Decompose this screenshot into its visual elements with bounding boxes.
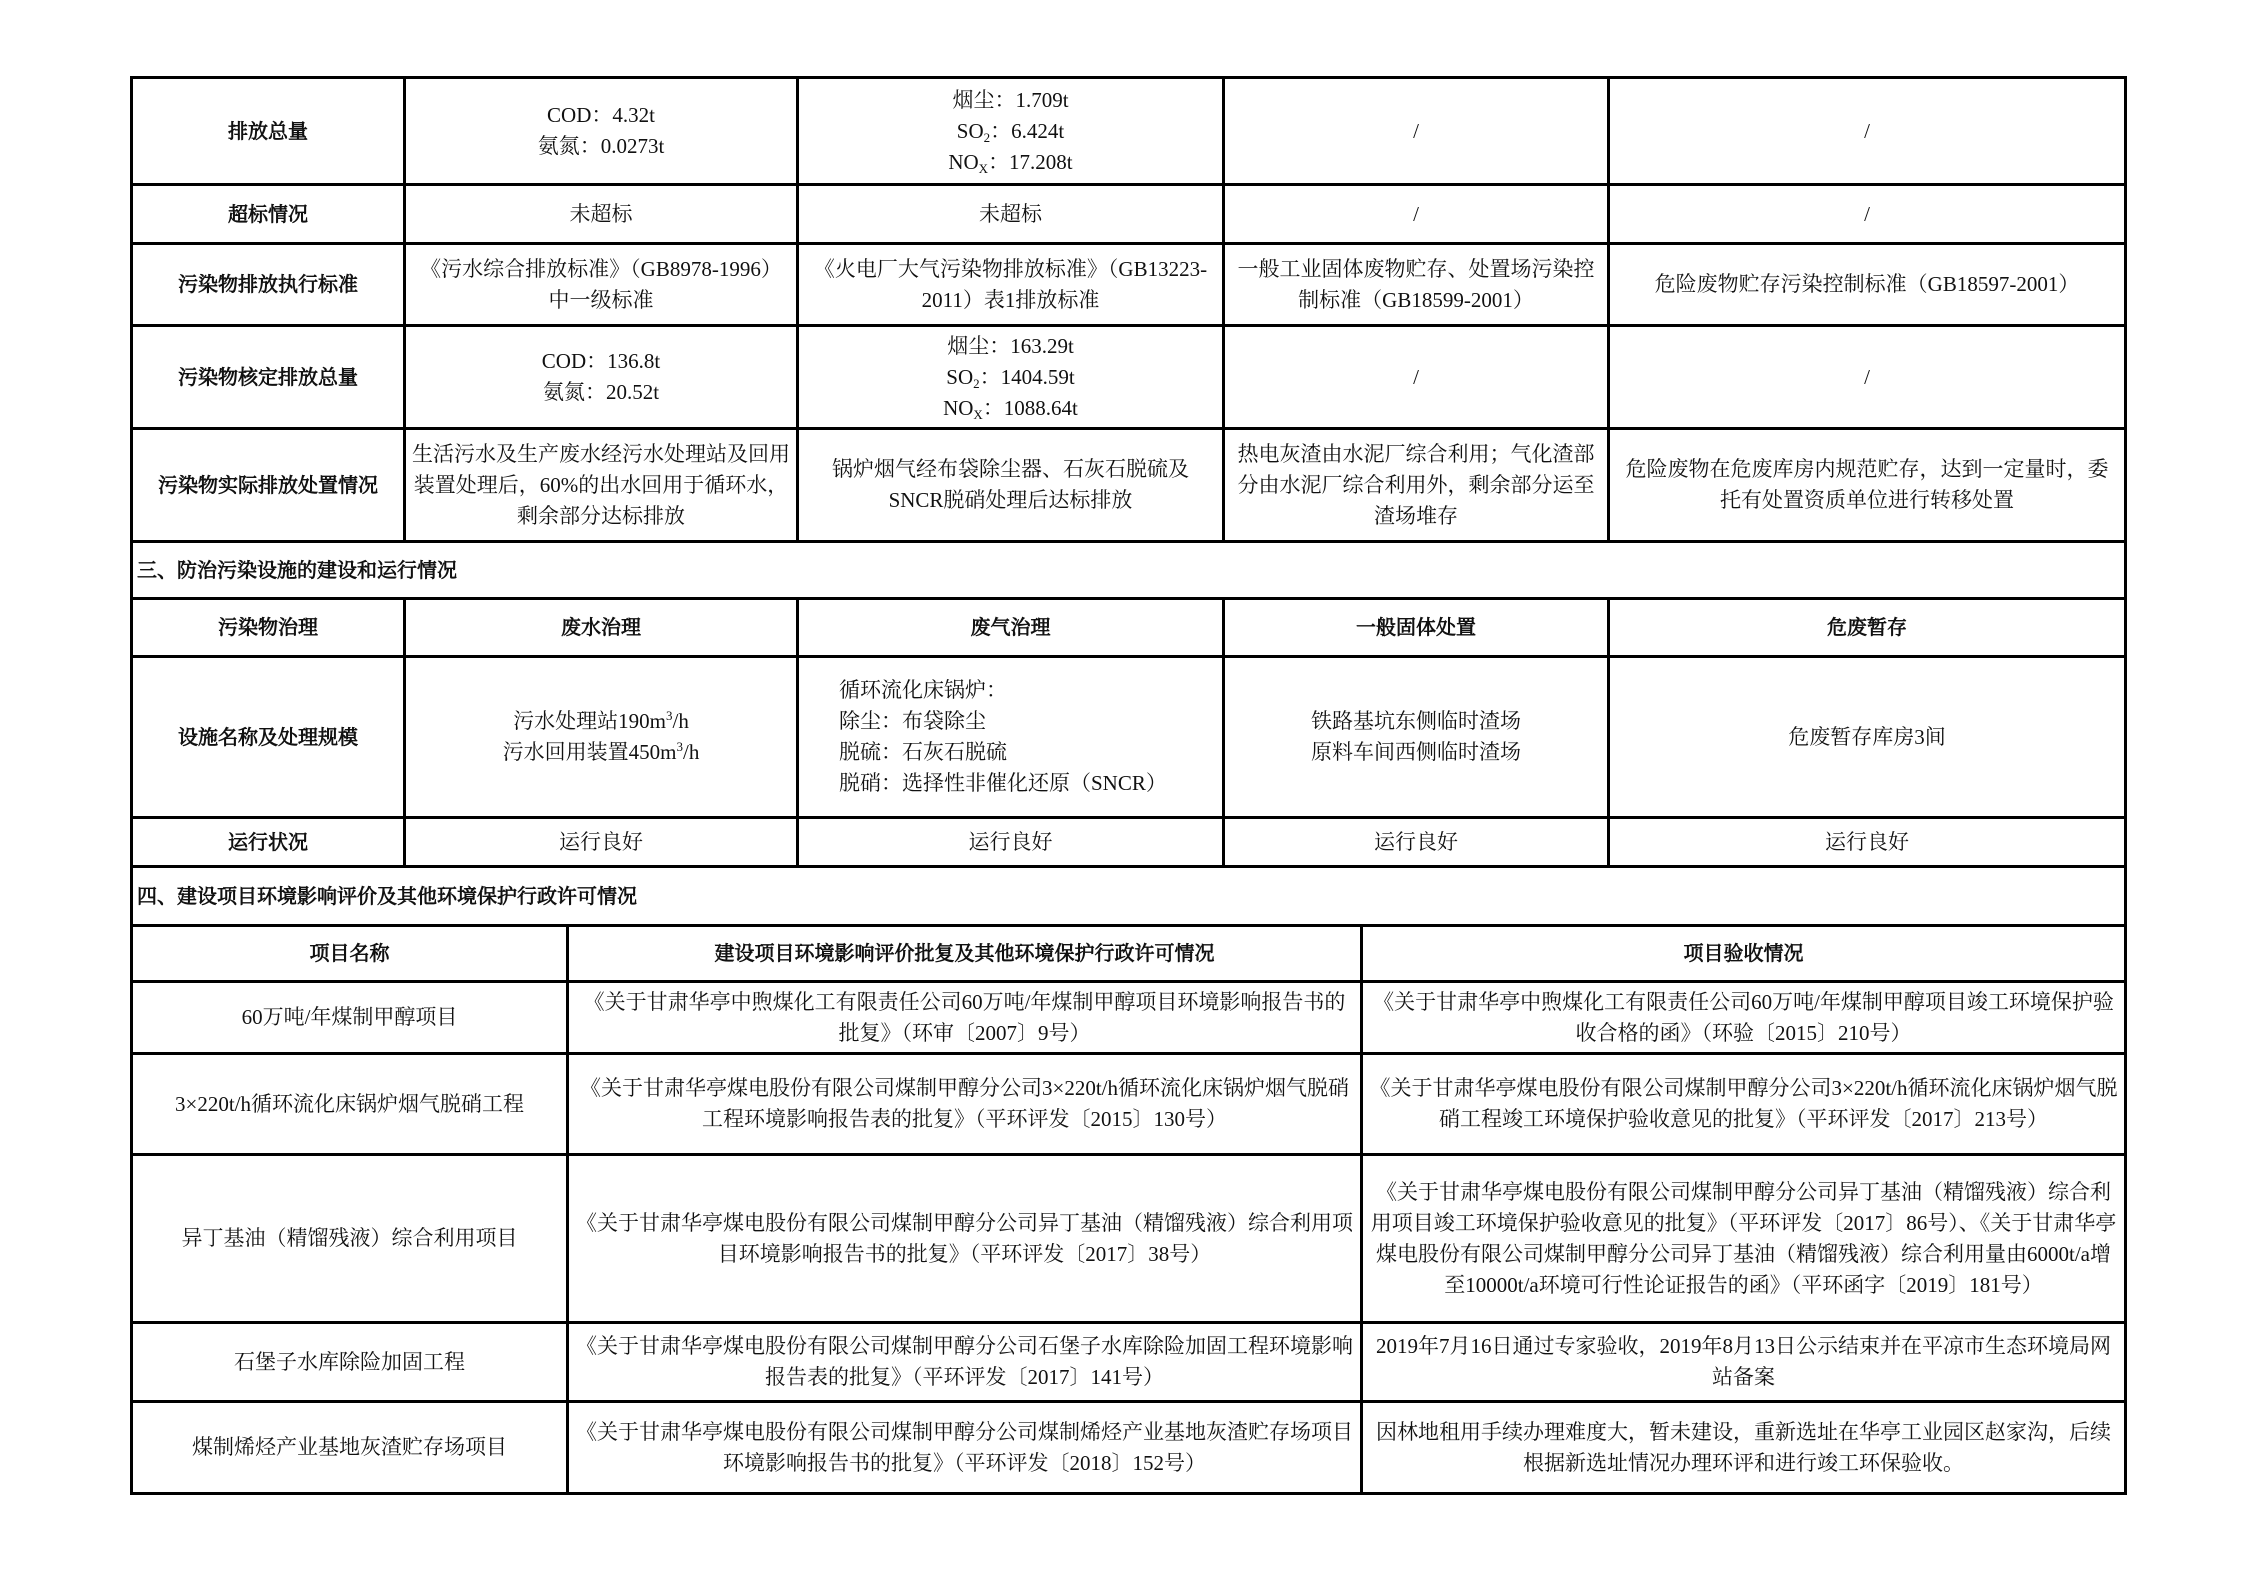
cell-text: 异丁基油（精馏残液）综合利用项目 bbox=[181, 1226, 518, 1250]
cell-text: 危险废物贮存污染控制标准（GB18597-2001） bbox=[1654, 272, 2080, 296]
cell-gas bbox=[798, 78, 1224, 185]
table-row bbox=[132, 185, 2126, 244]
superscript: 3 bbox=[666, 708, 673, 723]
table-row bbox=[132, 1054, 2126, 1155]
cell-text: 一般工业固体废物贮存、处置场污染控制标准（GB18599-2001） bbox=[1237, 256, 1595, 312]
cell-text: 《关于甘肃华亭煤电股份有限公司煤制甲醇分公司石堡子水库除险加固工程环境影响报告表的批复》（平环评发〔2017〕141号） bbox=[576, 1334, 1353, 1389]
cell-solid bbox=[1224, 429, 1609, 542]
cell-solid bbox=[1224, 326, 1609, 429]
table-row bbox=[132, 326, 2126, 429]
pollution-table bbox=[130, 76, 2127, 927]
cell-text: 石堡子水库除险加固工程 bbox=[234, 1349, 465, 1374]
eia-approval bbox=[568, 1155, 1362, 1323]
cell-text: 《关于甘肃华亭煤电股份有限公司煤制甲醇分公司3×220t/h循环流化床锅炉烟气脱硝工程环境影响报告表的批复》（平环评发〔2015〕130号） bbox=[579, 1076, 1349, 1131]
text-part: 污水处理站190m bbox=[513, 709, 666, 733]
value-line bbox=[805, 331, 1216, 362]
status-cell bbox=[405, 818, 798, 867]
project-name bbox=[132, 1402, 568, 1494]
cell-text: 氨氮：0.0273t bbox=[537, 134, 665, 158]
section-3-title bbox=[132, 542, 2126, 599]
cell-gas bbox=[798, 326, 1224, 429]
cell-text: 《火电厂大气污染物排放标准》（GB13223-2011）表1排放标准 bbox=[813, 256, 1208, 312]
cell-text: 《污水综合排放标准》（GB8978-1996）中一级标准 bbox=[420, 256, 782, 312]
text-part: SO bbox=[956, 118, 984, 143]
value-line bbox=[805, 393, 1216, 424]
cell-text: 建设项目环境影响评价批复及其他环境保护行政许可情况 bbox=[714, 941, 1215, 965]
value-line bbox=[412, 706, 790, 737]
eia-approval bbox=[568, 982, 1362, 1054]
row-label bbox=[132, 78, 405, 185]
cell-text: 除尘：布袋除尘 bbox=[839, 709, 986, 733]
table-row bbox=[132, 982, 2126, 1054]
cell-text: 运行状况 bbox=[228, 829, 308, 854]
cell-water bbox=[405, 185, 798, 244]
cell-water bbox=[405, 657, 798, 818]
acceptance bbox=[1362, 1054, 2126, 1155]
acceptance bbox=[1362, 982, 2126, 1054]
column-header bbox=[798, 599, 1224, 657]
status-cell bbox=[798, 818, 1224, 867]
value-line bbox=[412, 737, 790, 768]
header-row bbox=[132, 599, 2126, 657]
subscript: X bbox=[973, 406, 983, 422]
value-line bbox=[805, 116, 1216, 147]
table-row bbox=[132, 1323, 2126, 1402]
section-row bbox=[132, 542, 2126, 599]
cell-solid bbox=[1224, 185, 1609, 244]
cell-water bbox=[405, 244, 798, 326]
row-label bbox=[132, 429, 405, 542]
cell-text: 危废暂存 bbox=[1827, 615, 1907, 639]
cell-text: 未超标 bbox=[569, 201, 633, 226]
cell-text: 《关于甘肃华亭煤电股份有限公司煤制甲醇分公司煤制烯烃产业基地灰渣贮存场项目环境影响报告书的批复》（平环评发〔2018〕152号） bbox=[576, 1419, 1353, 1475]
row-label-text: 污染物排放执行标准 bbox=[178, 272, 358, 296]
cell-hazard bbox=[1609, 657, 2126, 818]
project-name bbox=[132, 1054, 568, 1155]
cell-text: 危险废物在危废库房内规范贮存，达到一定量时，委托有处置资质单位进行转移处置 bbox=[1625, 457, 2109, 512]
column-header bbox=[1224, 599, 1609, 657]
column-header bbox=[1362, 926, 2126, 982]
table-row bbox=[132, 1155, 2126, 1323]
cell-text: / bbox=[1413, 118, 1419, 143]
subscript: 2 bbox=[983, 129, 991, 145]
cell-text: 2019年7月16日通过专家验收，2019年8月13日公示结束并在平凉市生态环境局网站备案 bbox=[1376, 1334, 2111, 1389]
row-label-text: 超标情况 bbox=[228, 201, 308, 226]
acceptance bbox=[1362, 1323, 2126, 1402]
section-4-title bbox=[132, 867, 2126, 926]
cell-text: 危废暂存库房3间 bbox=[1788, 724, 1946, 749]
cell-hazard bbox=[1609, 244, 2126, 326]
table-row bbox=[132, 429, 2126, 542]
cell-text: / bbox=[1864, 118, 1870, 143]
cell-text: 煤制烯烃产业基地灰渣贮存场项目 bbox=[192, 1435, 507, 1459]
subscript: X bbox=[978, 160, 989, 176]
cell-text: 一般固体处置 bbox=[1356, 615, 1476, 639]
cell-text: COD：4.32t bbox=[547, 103, 655, 127]
cell-water bbox=[405, 326, 798, 429]
column-header bbox=[132, 926, 568, 982]
cell-text: 铁路基坑东侧临时渣场 bbox=[1311, 709, 1521, 733]
cell-text: / bbox=[1413, 201, 1419, 226]
text-part: ：1088.64t bbox=[982, 395, 1078, 420]
cell-text: 运行良好 bbox=[1825, 829, 1909, 854]
cell-gas bbox=[798, 429, 1224, 542]
text-part: NO bbox=[948, 149, 979, 174]
text-part: /h bbox=[683, 740, 700, 764]
acceptance bbox=[1362, 1402, 2126, 1494]
cell-gas bbox=[798, 657, 1224, 818]
status-cell bbox=[1224, 818, 1609, 867]
acceptance bbox=[1362, 1155, 2126, 1323]
cell-gas bbox=[798, 244, 1224, 326]
text-part: ：6.424t bbox=[990, 118, 1065, 143]
cell-text: 未超标 bbox=[979, 201, 1042, 226]
section-title: 四、建设项目环境影响评价及其他环境保护行政许可情况 bbox=[137, 883, 637, 908]
column-header bbox=[132, 599, 405, 657]
row-label-text: 污染物核定排放总量 bbox=[178, 364, 358, 389]
row-label bbox=[132, 326, 405, 429]
row-label bbox=[132, 244, 405, 326]
project-name bbox=[132, 1155, 568, 1323]
eia-approval bbox=[568, 1323, 1362, 1402]
project-name bbox=[132, 982, 568, 1054]
cell-text: 《关于甘肃华亭中煦煤化工有限责任公司60万吨/年煤制甲醇项目环境影响报告书的批复》（环审〔2007〕9号） bbox=[583, 989, 1346, 1045]
facility-row bbox=[132, 657, 2126, 818]
cell-text: 原料车间西侧临时渣场 bbox=[1311, 740, 1521, 764]
project-name bbox=[132, 1323, 568, 1402]
cell-text: COD：136.8t bbox=[541, 349, 661, 373]
cell-text: / bbox=[1864, 201, 1870, 226]
section-title: 三、防治污染设施的建设和运行情况 bbox=[137, 557, 457, 582]
cell-solid bbox=[1224, 78, 1609, 185]
row-label-text: 污染物实际排放处置情况 bbox=[158, 472, 378, 497]
row-label bbox=[132, 818, 405, 867]
cell-text: 运行良好 bbox=[559, 829, 643, 854]
text-part: ：17.208t bbox=[988, 149, 1073, 174]
text-part: ：1404.59t bbox=[979, 364, 1075, 389]
cell-solid bbox=[1224, 657, 1609, 818]
cell-water bbox=[405, 78, 798, 185]
table-row bbox=[132, 244, 2126, 326]
value-line bbox=[805, 147, 1216, 178]
cell-text: 废水治理 bbox=[561, 615, 641, 639]
value-line bbox=[805, 85, 1216, 116]
header-row bbox=[132, 926, 2126, 982]
cell-text: 项目名称 bbox=[309, 941, 390, 965]
eia-approval bbox=[568, 1402, 1362, 1494]
cell-text: 60万吨/年煤制甲醇项目 bbox=[241, 1005, 458, 1029]
cell-text: 因林地租用手续办理难度大，暂未建设，重新选址在华亭工业园区赵家沟，后续根据新选址情况办理环评和进行竣工环保验收。 bbox=[1376, 1419, 2111, 1475]
cell-water bbox=[405, 429, 798, 542]
eia-permit-table bbox=[130, 924, 2127, 1495]
cell-text: 运行良好 bbox=[968, 829, 1053, 854]
cell-text: / bbox=[1864, 364, 1870, 389]
cell-text: 设施名称及处理规模 bbox=[178, 724, 358, 749]
cell-text: 锅炉烟气经布袋除尘器、石灰石脱硫及SNCR脱硝处理后达标排放 bbox=[832, 457, 1189, 512]
cell-text: 脱硫：石灰石脱硫 bbox=[839, 740, 1007, 764]
status-row bbox=[132, 818, 2126, 867]
eia-approval bbox=[568, 1054, 1362, 1155]
text-part: 污水回用装置450m bbox=[502, 740, 677, 764]
cell-text: 生活污水及生产废水经污水处理站及回用装置处理后，60%的出水回用于循环水，剩余部分达标排放 bbox=[412, 441, 790, 528]
subscript: 2 bbox=[973, 375, 980, 391]
cell-text: 热电灰渣由水泥厂综合利用；气化渣部分由水泥厂综合利用外，剩余部分运至渣场堆存 bbox=[1237, 441, 1595, 528]
text-part: /h bbox=[672, 709, 689, 733]
cell-hazard bbox=[1609, 326, 2126, 429]
cell-text: 运行良好 bbox=[1374, 829, 1458, 854]
cell-text: / bbox=[1413, 364, 1419, 389]
cell-hazard bbox=[1609, 429, 2126, 542]
row-label bbox=[132, 185, 405, 244]
cell-text: 脱硝：选择性非催化还原（SNCR） bbox=[839, 771, 1167, 795]
text-part: 烟尘：1.709t bbox=[952, 87, 1069, 112]
cell-text: 3×220t/h循环流化床锅炉烟气脱硝工程 bbox=[174, 1091, 524, 1116]
status-cell bbox=[1609, 818, 2126, 867]
cell-text: 《关于甘肃华亭中煦煤化工有限责任公司60万吨/年煤制甲醇项目竣工环境保护验收合格的函》（环验〔2015〕210号） bbox=[1373, 989, 2114, 1045]
section-row bbox=[132, 867, 2126, 926]
column-header bbox=[568, 926, 1362, 982]
text-part: NO bbox=[943, 395, 974, 420]
cell-text: 项目验收情况 bbox=[1683, 941, 1804, 965]
cell-gas bbox=[798, 185, 1224, 244]
cell-hazard bbox=[1609, 185, 2126, 244]
cell-text: 《关于甘肃华亭煤电股份有限公司煤制甲醇分公司异丁基油（精馏残液）综合利用项目环境影响报告书的批复》（平环评发〔2017〕38号） bbox=[576, 1210, 1353, 1266]
text-part: SO bbox=[946, 364, 974, 389]
cell-text: 循环流化床锅炉： bbox=[839, 678, 1007, 702]
cell-hazard bbox=[1609, 78, 2126, 185]
cell-text: 《关于甘肃华亭煤电股份有限公司煤制甲醇分公司异丁基油（精馏残液）综合利用项目竣工环境保护验收意见的批复》（平环评发〔2017〕86号）、《关于甘肃华亭煤电股份有限公司煤制甲醇分公司异丁基油（精馏残液）综合利用量由6000t/a增至10000t/a环境可行性论证报告的函》（平环函字〔2019〕181号） bbox=[1370, 1179, 2117, 1297]
superscript: 3 bbox=[676, 739, 683, 754]
value-line bbox=[805, 362, 1216, 393]
cell-text: 《关于甘肃华亭煤电股份有限公司煤制甲醇分公司3×220t/h循环流化床锅炉烟气脱硝工程竣工环境保护验收意见的批复》（平环评发〔2017〕213号） bbox=[1369, 1076, 2118, 1131]
column-header bbox=[1609, 599, 2126, 657]
cell-text: 氨氮：20.52t bbox=[542, 380, 660, 404]
cell-text: 废气治理 bbox=[970, 615, 1051, 639]
cell-text: 污染物治理 bbox=[218, 615, 318, 639]
row-label bbox=[132, 657, 405, 818]
table-row bbox=[132, 1402, 2126, 1494]
column-header bbox=[405, 599, 798, 657]
text-part: 烟尘：163.29t bbox=[947, 333, 1074, 358]
cell-solid bbox=[1224, 244, 1609, 326]
row-label-text: 排放总量 bbox=[228, 118, 308, 143]
table-row bbox=[132, 78, 2126, 185]
